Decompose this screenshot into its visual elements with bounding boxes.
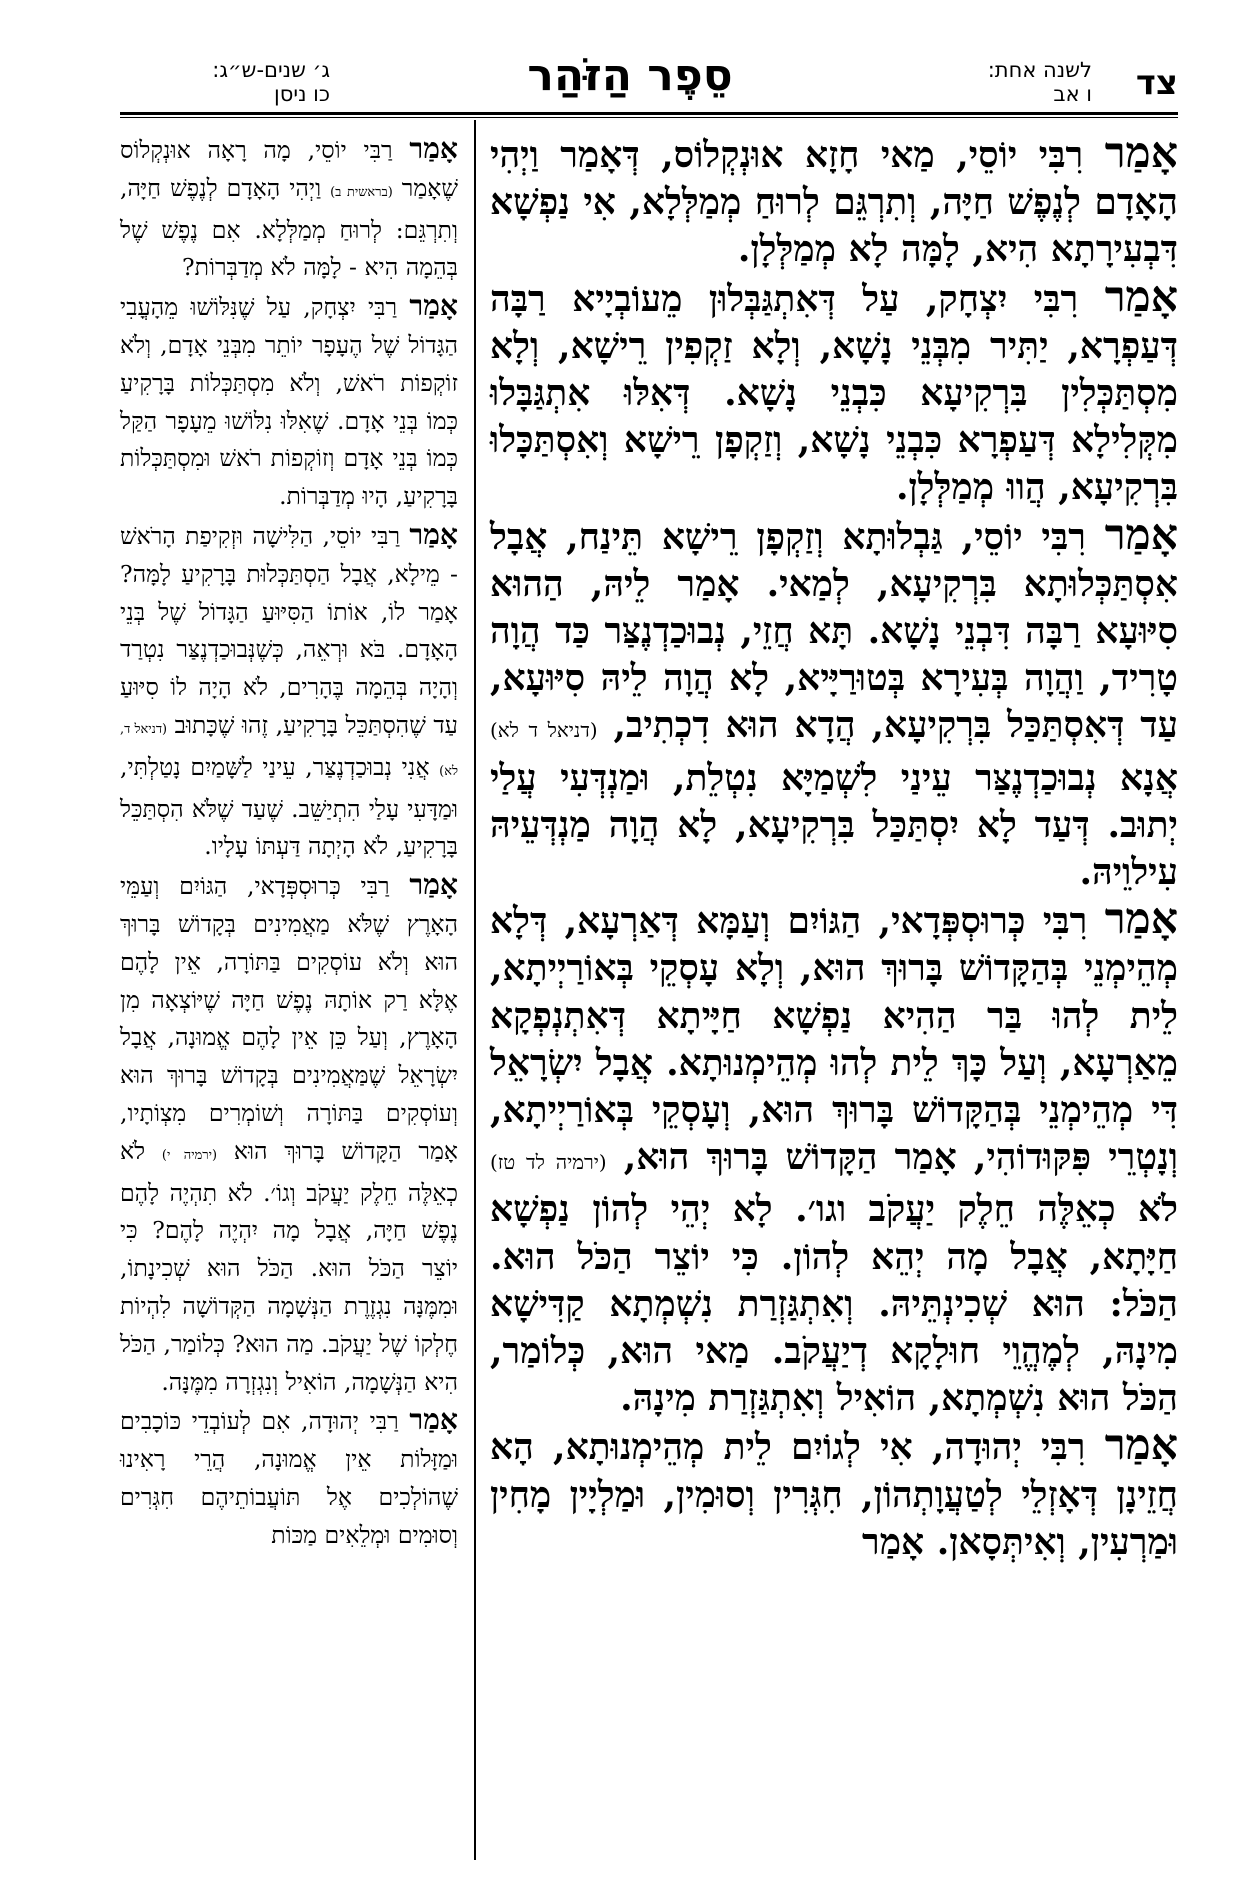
paragraph-lead-word: אָמַר <box>409 132 458 165</box>
aramaic-paragraph <box>490 271 1178 512</box>
paragraph-text: רִבִּי יוֹסֵי, מַאי חָזָא אוּנְקְלוֹס, דְּאָמַר וַיְהִי הָאָדָם לְנֶפֶשׁ חַיָּה, וְתִרְגֵּם לְרוּחַ מְמַלְּלָא, אִי נַפְשָׁא דִּבְעִירָתָא הִיא, לָמָּה לָא מְמַלְּלָן. <box>490 134 1178 271</box>
scripture-citation: (ירמיה לד טז) <box>490 1151 607 1175</box>
hebrew-translation-column <box>120 130 458 1554</box>
scripture-citation: (ירמיה י) <box>161 1147 218 1163</box>
paragraph-lead-word: אָמַר <box>1104 894 1178 945</box>
paragraph-text: רִבִּי יִצְחָק, עַל דְּאִתְגַּבְּלוּן מֵעוֹבְיָיא רַבָּה דְּעַפְרָא, יַתִּיר מִבְּנֵי נָשָׁא, וְלָא זַקְפִין רֵישָׁא, וְלָא מִסְתַּכְּלִין בִּרְקִיעָא כִּבְנֵי נָשָׁא. דְּאִלּוּ אִתְגַּבָּלוּ מִקְּלִילָא דְּעַפְרָא כִּבְנֵי נָשָׁא, וְזַקְפָן רֵישָׁא וְאִסְתַּכָּלוּ בִּרְקִיעָא, הֲווּ מְמַלְּלָן. <box>490 277 1178 509</box>
header-left-date-line2: כו ניסן <box>274 82 330 106</box>
paragraph-text: רִבִּי יוֹסֵי, גַּבְלוּתָא וְזַקְפָן רֵישָׁא תֵּינַח, אֲבָל אִסְתַּכְּלוּתָא בִּרְקִיעָא, לְמַאי. אָמַר לֵיהּ, הַהוּא סִיּוּעָא רַבָּה דִּבְנֵי נָשָׁא. תָּא חֲזֵי, נְבוּכַדְנֶצַּר כַּד הֲוָה טָרִיד, וַהֲוָה בְּעִירָא בְּטוּרַיָּיא, לָא הֲוָה לֵיהּ סִיּוּעָא, עַד דְּאִסְתַּכַּל בִּרְקִיעָא, הֲדָא הוּא דִכְתִיב, <box>490 515 1178 747</box>
header-left-date-line1: ג׳ שנים-ש״ג: <box>212 58 330 82</box>
aramaic-paragraph <box>490 130 1178 274</box>
hebrew-paragraph <box>120 1401 458 1554</box>
paragraph-text: רַבִּי יוֹסֵי, הַלִּישָׁה וּזְקִיפַת הָרֹאשׁ - מֵילָא, אֲבָל הַסְתַּכְּלוּת בָּרָקִיעַ לָמָּה? אָמַר לוֹ, אוֹתוֹ הַסִּיּוּעַ הַגָּדוֹל שֶׁל בְּנֵי הָאָדָם. בֹּא וּרְאֵה, כְּשֶׁנְּבוּכַדְנֶצַּר נִטְרַד וְהָיָה בְּהֵמָה בֶּהָרִים, לֹא הָיָה לוֹ סִיּוּעַ עַד שֶׁהִסְתַּכֵּל בָּרָקִיעַ, זֶהוּ שֶׁכָּתוּב <box>120 521 458 739</box>
paragraph-text: רִבִּי יְהוּדָה, אִי לְגוֹיִם לֵית מְהֵימְנוּתָא, הָא חֲזֵינָן דְּאָזְלֵי לְטַעֲוָתְהוֹן, חִגְּרִין וְסוּמִין, וּמַלְיָין מָחִין וּמַרְעִין, וְאִיתְּסָאן. אָמַר <box>490 1426 1178 1563</box>
paragraph-lead-word: אָמַר <box>1104 271 1178 322</box>
hebrew-paragraph <box>120 287 458 516</box>
header-rule-thin <box>120 117 1178 118</box>
scripture-citation: (דניאל ד לא) <box>490 719 598 743</box>
page-number: צד <box>1135 63 1178 103</box>
aramaic-paragraph <box>490 896 1178 1422</box>
paragraph-lead-word: אָמַר <box>409 868 458 902</box>
paragraph-text: אֲנִי נְבוּכַדְנֶצַּר, עֵינַי לַשָּׁמַיִם נָטַלְתִּי, וּמַדָּעִי עָלַי הִתְיַשֵּׁב. שֶׁעַד שֶׁלֹּא הִסְתַּכֵּל בָּרָקִיעַ, לֹא הָיְתָה דַּעְתּוֹ עָלָיו. <box>120 752 458 861</box>
header-right-date <box>980 58 1092 106</box>
book-title: סֵפֶר הַזֹּהַר <box>527 50 733 101</box>
paragraph-text: רַבִּי יִצְחָק, עַל שֶׁנִּלּוֹשׁוּ מֵהָעֳבִי הַגָּדוֹל שֶׁל הֶעָפָר יוֹתֵר מִבְּנֵי אָדָם, וְלֹא זוֹקְפוֹת רֹאשׁ, וְלֹא מִסְתַּכְּלוֹת בָּרָקִיעַ כְּמוֹ בְּנֵי אָדָם. שֶׁאִלּוּ נִלּוֹשׁוּ מֵעָפָר הַקַּל כְּמוֹ בְּנֵי אָדָם וְזוֹקְפוֹת רֹאשׁ וּמִסְתַּכְּלוֹת בָּרָקִיעַ, הָיוּ מְדַבְּרוֹת. <box>120 293 458 511</box>
header-rule <box>120 112 1178 115</box>
aramaic-paragraph <box>490 1422 1178 1566</box>
hebrew-paragraph <box>120 516 458 866</box>
paragraph-text: רַבִּי יְהוּדָה, אִם לְעוֹבְדֵי כּוֹכָבִים וּמַזָּלוֹת אֵין אֱמוּנָה, הֲרֵי רָאִינוּ שֶׁהוֹלְכִים אֶל תּוֹעֲבוֹתֵיהֶם חִגְּרִים וְסוּמִים וּמְלֵאִים מַכּוֹת <box>120 1407 458 1549</box>
paragraph-lead-word: אָמַר <box>409 517 458 551</box>
scripture-citation: (דניאל ד, לא) <box>120 721 458 779</box>
paragraph-text: רִבִּי כְּרוּסְפְּדָאי, הַגּוֹיִם וְעַמָּא דְּאַרְעָא, דְּלָא מְהֵימְנֵי בְּהַקָּדוֹשׁ בָּרוּךְ הוּא, וְלָא עָסְקֵי בְּאוֹרַיְיתָא, לֵית לְהוּ בַּר הַהִיא נַפְשָׁא חַיָּיתָא דְּאִתְנְפְקָא מֵאַרְעָא, וְעַל כָּךְ לֵית לְהוּ מְהֵימְנוּתָא. אֲבָל יִשְׂרָאֵל דִּי מְהֵימְנֵי בְּהַקָּדוֹשׁ בָּרוּךְ הוּא, וְעָסְקֵי בְּאוֹרַיְיתָא, וְנָטְרֵי פִּקּוּדוֹהִי, אָמַר הַקָּדוֹשׁ בָּרוּךְ הוּא, <box>490 900 1178 1179</box>
paragraph-text: לֹא כְאֵלֶּה חֵלֶק יַעֲקֹב וְגוֹ׳. לֹא תִהְיֶה לָהֶם נֶפֶשׁ חַיָּה, אֲבָל מָה יִהְיֶה לָהֶם? כִּי יוֹצֵר הַכֹּל הוּא. הַכֹּל הוּא שְׁכִינָתוֹ, וּמִמֶּנָּה נִגְזֶרֶת הַנְּשָׁמָה הַקְּדוֹשָׁה לִהְיוֹת חֶלְקוֹ שֶׁל יַעֲקֹב. מַה הוּא? כְּלוֹמַר, הַכֹּל הִיא הַנְּשָׁמָה, הוֹאִיל וְנִגְזְרָה מִמֶּנָּה. <box>120 1136 458 1396</box>
aramaic-paragraph <box>490 509 1178 897</box>
column-divider <box>474 120 476 1860</box>
hebrew-paragraph <box>120 130 458 287</box>
header-left-date <box>120 58 330 106</box>
header-right-date-line1: לשנה אחת: <box>987 58 1092 82</box>
scripture-citation: (בראשית ב) <box>330 184 393 200</box>
paragraph-text: אֲנָא נְבוּכַדְנֶצַּר עֵינַי לִשְׁמַיָּא נִטְלֵת, וּמַנְדְּעִי עֲלַי יְתוּב. דְּעַד לָא יִסְתַּכַּל בִּרְקִיעָא, לָא הֲוָה מַנְדְּעֵיהּ עִילוֵיהּ. <box>490 756 1178 894</box>
aramaic-column <box>490 130 1178 1566</box>
paragraph-text: וַיְהִי הָאָדָם לְנֶפֶשׁ חַיָּה, וְתִרְגֵּם: לְרוּחַ מְמַלְּלָא. אִם נֶפֶשׁ שֶׁל בְּהֵמָה הִיא - לָמָּה לֹא מְדַבְּרוֹת? <box>120 173 458 282</box>
paragraph-lead-word: אָמַר <box>1104 128 1178 178</box>
paragraph-text: רַבִּי כְּרוּסְפְּדָאי, הַגּוֹיִם וְעַמֵּי הָאָרֶץ שֶׁלֹּא מַאֲמִינִים בְּקָדוֹשׁ בָּרוּךְ הוּא וְלֹא עוֹסְקִים בַּתּוֹרָה, אֵין לָהֶם אֶלָּא רַק אוֹתָהּ נֶפֶשׁ חַיָּה שֶׁיּוֹצְאָה מִן הָאָרֶץ, וְעַל כֵּן אֵין לָהֶם אֱמוּנָה, אֲבָל יִשְׂרָאֵל שֶׁמַּאֲמִינִים בְּקָדוֹשׁ בָּרוּךְ הוּא וְעוֹסְקִים בַּתּוֹרָה וְשׁוֹמְרִים מִצְוֹתָיו, אָמַר הַקָּדוֹשׁ בָּרוּךְ הוּא <box>120 872 458 1165</box>
paragraph-lead-word: אָמַר <box>1104 1420 1178 1471</box>
paragraph-text: לֹא כְאֵלֶּה חֵלֶק יַעֲקֹב וגו׳. לָא יְהֵי לְהוֹן נַפְשָׁא חַיָּתָא, אֲבָל מָה יְהֵא לְהוֹן. כִּי יוֹצֵר הַכֹּל הוּא. הַכֹּל: הוּא שְׁכִינְתֵּיהּ. וְאִתְגַּזְרַת נִשְׁמְתָא קַדִּישָׁא מִינָהּ, לְמֶהֱוֵי חוּלָקָא דְיַעֲקֹב. מַאי הוּא, כְּלוֹמַר, הַכֹּל הוּא נִשְׁמְתָא, הוֹאִיל וְאִתְגַּזְרַת מִינָהּ. <box>490 1188 1178 1420</box>
paragraph-lead-word: אָמַר <box>1104 509 1178 560</box>
paragraph-lead-word: אָמַר <box>409 289 458 323</box>
hebrew-paragraph <box>120 866 458 1401</box>
paragraph-text: רַבִּי יוֹסֵי, מָה רָאָה אוּנְקְלוֹס שֶׁאָמַר <box>120 136 458 202</box>
header-right-date-line2: ו אב <box>1053 82 1092 106</box>
paragraph-lead-word: אָמַר <box>409 1403 458 1437</box>
